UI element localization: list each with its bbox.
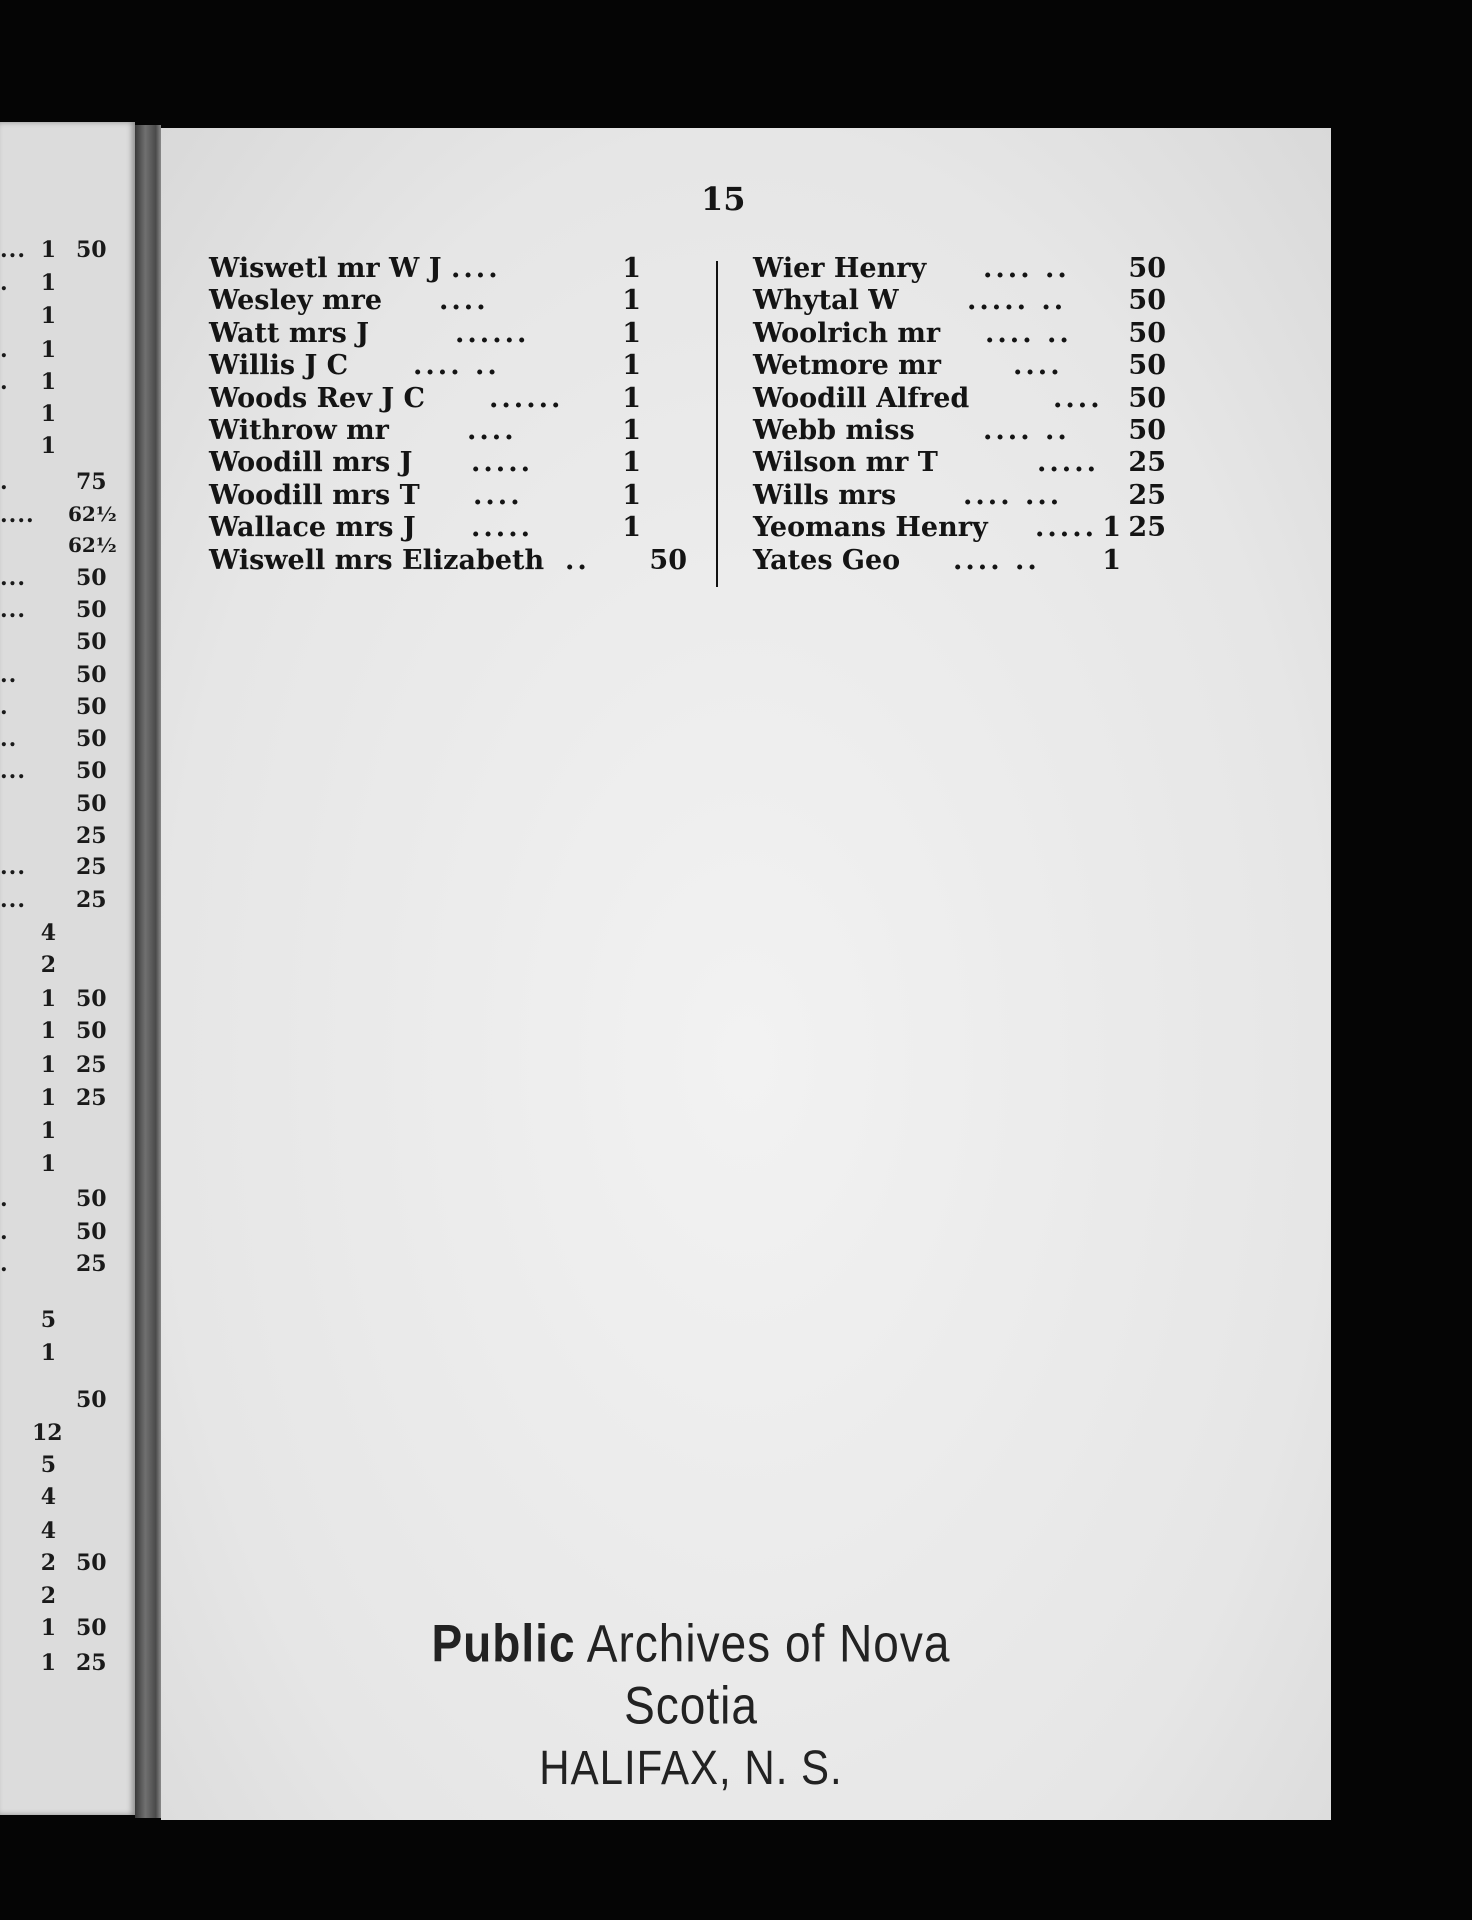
entry-cents: 25 <box>1128 479 1166 511</box>
entry-units: 1 <box>1102 544 1121 576</box>
leader-dots: ..... .. <box>967 285 1067 317</box>
ledger-entry <box>209 383 699 415</box>
entry-cents: 50 <box>649 544 687 576</box>
entry-units: 1 <box>1102 512 1121 544</box>
entry-name: Wesley mre <box>209 285 382 317</box>
left-page-row <box>0 950 135 980</box>
ledger-entry <box>209 415 699 447</box>
units-value: 4 <box>40 1518 56 1544</box>
cents-value: 50 <box>76 986 107 1012</box>
left-page-row <box>0 660 135 690</box>
units-value: 5 <box>40 1452 56 1478</box>
left-page-row <box>0 1083 135 1113</box>
cents-value: 50 <box>76 1387 107 1413</box>
ledger-entry <box>209 545 699 577</box>
leader-dots: .. <box>565 544 590 576</box>
ledger-entry <box>753 350 1248 382</box>
cents-value: 25 <box>76 1085 107 1111</box>
ledger-entry <box>209 318 699 350</box>
left-page-row <box>0 563 135 593</box>
entry-name: Wier Henry <box>753 253 927 284</box>
cents-value: 25 <box>76 1052 107 1078</box>
units-value: 1 <box>40 1118 56 1144</box>
stamp-line-1 <box>371 1612 1011 1736</box>
leader-dots: . <box>0 337 9 363</box>
cents-value: 50 <box>76 565 107 591</box>
left-page-row <box>0 268 135 298</box>
left-page-row <box>0 1184 135 1214</box>
ledger-entry <box>753 480 1248 512</box>
units-value: 5 <box>40 1307 56 1333</box>
cents-value: 75 <box>76 469 107 495</box>
entry-cents: 50 <box>1128 285 1166 317</box>
leader-dots: .... <box>1013 350 1063 382</box>
cents-value: 25 <box>76 854 107 880</box>
cents-value: 50 <box>76 597 107 623</box>
leader-dots: . <box>0 1186 9 1212</box>
ledger-entry <box>209 480 699 512</box>
entry-name: Webb miss <box>753 415 915 446</box>
left-page-row <box>0 821 135 851</box>
left-page-row <box>0 918 135 948</box>
ledger-entry <box>753 383 1248 415</box>
leader-dots: . <box>0 1219 9 1245</box>
cents-value: 50 <box>76 1550 107 1576</box>
left-page-row <box>0 1450 135 1480</box>
entry-name: Watt mrs J <box>209 317 369 349</box>
cents-value: 50 <box>76 758 107 784</box>
units-value: 1 <box>40 1650 56 1676</box>
units-value: 1 <box>40 1052 56 1078</box>
leader-dots: .... <box>451 253 501 284</box>
entry-name: Wallace mrs J <box>209 512 416 544</box>
book-binding <box>135 125 161 1818</box>
entry-name: Woodill Alfred <box>753 382 970 414</box>
entry-units: 1 <box>622 350 641 382</box>
ledger-entry <box>753 253 1248 285</box>
ledger-entry <box>753 285 1248 317</box>
units-value: 1 <box>40 986 56 1012</box>
leader-dots: .... .. <box>953 544 1040 576</box>
left-page-row <box>0 1050 135 1080</box>
entry-name: Whytal W <box>753 285 899 317</box>
leader-dots: ..... <box>471 447 533 479</box>
entry-cents: 50 <box>1128 415 1166 446</box>
units-value: 1 <box>40 1018 56 1044</box>
cents-value: 50 <box>76 662 107 688</box>
units-value: 1 <box>40 433 56 459</box>
cents-value: 50 <box>76 1018 107 1044</box>
entry-name: Wilson mr T <box>753 447 938 479</box>
entry-cents: 50 <box>1128 253 1166 284</box>
left-page-row <box>0 335 135 365</box>
ledger-entry <box>209 253 699 285</box>
left-page-row <box>0 235 135 265</box>
left-page-row <box>0 984 135 1014</box>
units-value: 1 <box>40 303 56 329</box>
leader-dots: .... .. <box>983 253 1070 284</box>
units-value: 1 <box>40 1085 56 1111</box>
left-page-row <box>0 1648 135 1678</box>
left-page-row <box>0 467 135 497</box>
left-page-row <box>0 1338 135 1368</box>
cents-value: 50 <box>76 237 107 263</box>
left-page-row <box>0 399 135 429</box>
ledger-entry <box>753 545 1248 577</box>
entry-name: Yeomans Henry <box>753 512 988 544</box>
cents-value: 62½ <box>68 533 117 557</box>
left-page-row <box>0 1249 135 1279</box>
left-page-row <box>0 531 135 561</box>
leader-dots: . <box>0 469 9 495</box>
ledger-entry <box>753 447 1248 479</box>
cents-value: 50 <box>76 1219 107 1245</box>
entry-units: 1 <box>622 479 641 511</box>
leader-dots: . <box>0 1251 9 1277</box>
left-page-row <box>0 1516 135 1546</box>
entry-name: Woolrich mr <box>753 317 941 349</box>
units-value: 2 <box>40 952 56 978</box>
left-page-row <box>0 789 135 819</box>
leader-dots: .... .. <box>413 350 500 382</box>
entry-units: 1 <box>622 317 641 349</box>
left-page-row <box>0 595 135 625</box>
leader-dots: .. <box>0 662 18 688</box>
entry-name: Wetmore mr <box>753 350 941 382</box>
cents-value: 25 <box>76 1650 107 1676</box>
cents-value: 50 <box>76 1615 107 1641</box>
entry-units: 1 <box>622 415 641 446</box>
page-number: 15 <box>701 180 746 218</box>
leader-dots: ... <box>0 597 26 623</box>
left-page-row <box>0 1217 135 1247</box>
cents-value: 50 <box>76 791 107 817</box>
left-page-row <box>0 1581 135 1611</box>
units-value: 2 <box>40 1583 56 1609</box>
cents-value: 25 <box>76 1251 107 1277</box>
ledger-entry <box>209 350 699 382</box>
entry-name: Wiswell mrs Elizabeth <box>209 544 545 576</box>
units-value: 4 <box>40 1484 56 1510</box>
left-page-fragment <box>0 122 135 1815</box>
ledger-entry <box>209 447 699 479</box>
left-page-row <box>0 627 135 657</box>
ledger-entry <box>209 285 699 317</box>
units-value: 1 <box>40 369 56 395</box>
leader-dots: ... <box>0 758 26 784</box>
entry-units: 1 <box>622 382 641 414</box>
units-value: 1 <box>40 1340 56 1366</box>
leader-dots: ... <box>0 887 26 913</box>
cents-value: 50 <box>76 629 107 655</box>
left-page-row <box>0 1016 135 1046</box>
units-value: 2 <box>40 1550 56 1576</box>
leader-dots: ...... <box>489 382 564 414</box>
units-value: 1 <box>40 401 56 427</box>
leader-dots: ... <box>0 854 26 880</box>
entry-name: Willis J C <box>209 350 349 382</box>
entry-cents: 50 <box>1128 350 1166 382</box>
units-value: 1 <box>40 1151 56 1177</box>
entry-name: Woodill mrs J <box>209 447 413 479</box>
ledger-entry <box>753 415 1248 447</box>
cents-value: 25 <box>76 887 107 913</box>
entry-cents: 50 <box>1128 382 1166 414</box>
entry-cents: 50 <box>1128 317 1166 349</box>
leader-dots: . <box>0 369 9 395</box>
leader-dots: ...... <box>455 317 530 349</box>
units-value: 1 <box>40 1615 56 1641</box>
left-page-row <box>0 692 135 722</box>
leader-dots: .... ... <box>963 479 1063 511</box>
ledger-page <box>161 128 1331 1820</box>
left-page-row <box>0 724 135 754</box>
entry-cents: 25 <box>1128 447 1166 479</box>
left-page-row <box>0 1418 135 1448</box>
left-page-row <box>0 301 135 331</box>
entry-name: Wiswetl mr W J <box>209 253 442 284</box>
leader-dots: ..... <box>1037 447 1099 479</box>
entry-name: Wills mrs <box>753 479 897 511</box>
entry-units: 1 <box>622 253 641 284</box>
left-page-row <box>0 1613 135 1643</box>
entry-units: 1 <box>622 285 641 317</box>
leader-dots: . <box>0 270 9 296</box>
entry-name: Woodill mrs T <box>209 479 420 511</box>
left-page-row <box>0 431 135 461</box>
stamp-line-1-rest: Archives of Nova Scotia <box>586 1613 951 1735</box>
entry-name: Withrow mr <box>209 415 389 446</box>
leader-dots: . <box>0 694 9 720</box>
left-page-row <box>0 500 135 530</box>
left-page-row <box>0 1116 135 1146</box>
ledger-entry <box>753 318 1248 350</box>
leader-dots: ..... <box>471 512 533 544</box>
stamp-line-1-bold: Public <box>431 1613 576 1673</box>
left-page-row <box>0 756 135 786</box>
left-page-row <box>0 1305 135 1335</box>
entry-units: 1 <box>622 512 641 544</box>
units-value: 1 <box>40 270 56 296</box>
leader-dots: .... .. <box>985 317 1072 349</box>
left-page-row <box>0 1385 135 1415</box>
cents-value: 50 <box>76 1186 107 1212</box>
units-value: 1 <box>40 237 56 263</box>
cents-value: 50 <box>76 694 107 720</box>
left-page-row <box>0 1149 135 1179</box>
left-page-row <box>0 1482 135 1512</box>
leader-dots: .... .. <box>983 415 1070 446</box>
leader-dots: ... <box>0 565 26 591</box>
units-value: 1 <box>40 337 56 363</box>
archive-stamp <box>371 1613 1011 1795</box>
ledger-entry <box>753 512 1248 544</box>
cents-value: 50 <box>76 726 107 752</box>
left-page-row <box>0 1548 135 1578</box>
cents-value: 62½ <box>68 502 117 526</box>
stamp-line-2: HALIFAX, N. S. <box>539 1740 843 1795</box>
entry-units: 1 <box>622 447 641 479</box>
leader-dots: .... <box>473 479 523 511</box>
units-value: 12 <box>32 1420 63 1446</box>
entry-name: Woods Rev J C <box>209 382 425 414</box>
entry-cents: 25 <box>1128 512 1166 544</box>
cents-value: 25 <box>76 823 107 849</box>
units-value: 4 <box>40 920 56 946</box>
left-page-row <box>0 367 135 397</box>
ledger-entry <box>209 512 699 544</box>
leader-dots: ..... <box>1035 512 1097 544</box>
column-divider <box>716 261 718 587</box>
entry-name: Yates Geo <box>753 544 901 576</box>
left-page-row <box>0 885 135 915</box>
leader-dots: .... <box>0 502 35 528</box>
leader-dots: ... <box>0 237 26 263</box>
leader-dots: .... <box>439 285 489 317</box>
leader-dots: .. <box>0 726 18 752</box>
leader-dots: .... <box>467 415 517 446</box>
left-page-row <box>0 852 135 882</box>
leader-dots: .... <box>1053 382 1103 414</box>
